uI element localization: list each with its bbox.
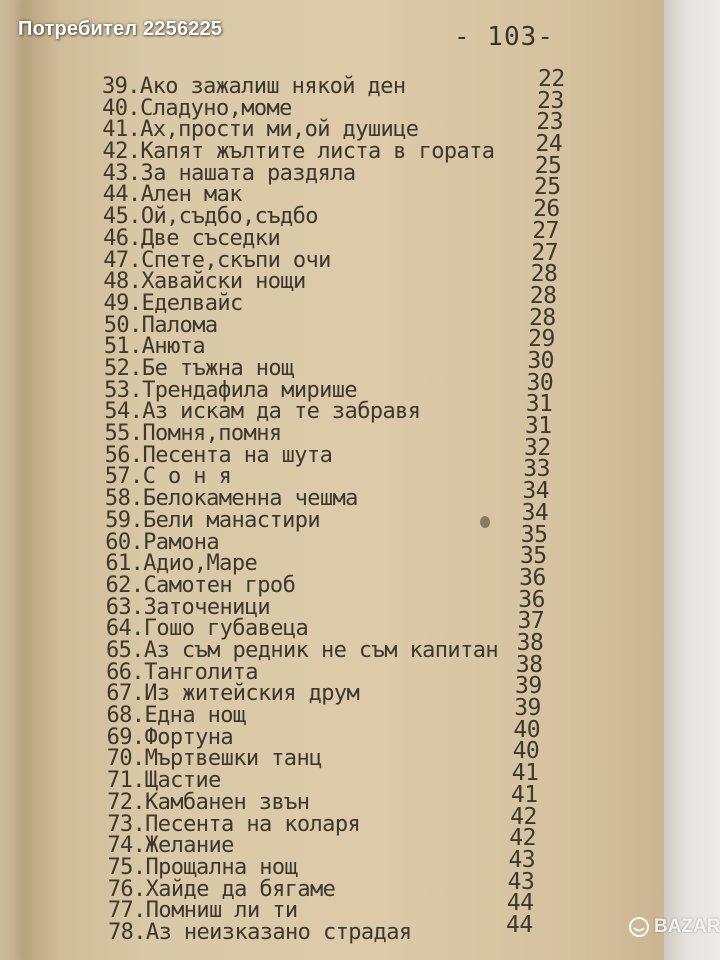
song-title: 61.Адио,Маре <box>105 551 258 577</box>
user-watermark: Потребител 2256225 <box>18 18 223 40</box>
song-page-number: 44 <box>506 912 533 938</box>
song-page-number: 44 <box>506 890 534 917</box>
song-page-number: 36 <box>518 586 545 613</box>
song-page-number: 34 <box>521 499 549 526</box>
song-page-number: 28 <box>530 261 558 288</box>
song-page-number: 34 <box>522 478 550 505</box>
song-title: 58.Белокаменна чешма <box>104 486 358 512</box>
song-page-number: 27 <box>531 239 559 266</box>
song-title: 65.Аз съм редник не съм капитан <box>106 638 498 663</box>
song-title: 69.Фортуна <box>106 724 234 750</box>
song-page-number: 22 <box>538 66 565 92</box>
song-title: 47.Спете,скъпи очи <box>103 247 331 273</box>
song-title: 71.Щастие <box>106 768 221 794</box>
song-page-number: 23 <box>536 109 564 136</box>
song-page-number: 28 <box>529 282 557 309</box>
song-title: 51.Анюта <box>103 334 206 360</box>
song-page-number: 39 <box>515 673 542 700</box>
song-title: 73.Песента на коларя <box>107 811 361 837</box>
song-page-number: 43 <box>508 846 536 873</box>
song-title: 74.Желание <box>107 833 234 859</box>
song-page-number: 42 <box>510 803 537 830</box>
song-title: 44.Ален мак <box>102 182 242 208</box>
song-page-number: 30 <box>527 348 555 374</box>
song-title: 60.Рамона <box>105 529 220 555</box>
song-title: 75.Прощална нощ <box>107 854 298 880</box>
song-title: 78.Аз неизказано страдая <box>108 920 412 945</box>
song-page-number: 24 <box>535 131 563 158</box>
logo-text: BAZAR <box>654 916 720 937</box>
song-page-number: 36 <box>519 564 546 591</box>
song-title: 48.Хавайски нощи <box>103 269 306 295</box>
song-title: 40.Сладуно,моме <box>102 95 292 121</box>
song-title: 52.Бе тъжна нощ <box>104 356 294 381</box>
song-title: 54.Аз искам да те забравя <box>104 399 421 425</box>
song-page-number: 41 <box>510 781 538 808</box>
song-title: 63.Заточеници <box>105 594 271 620</box>
song-title: 56.Песента на шута <box>104 442 333 468</box>
song-title: 64.Гошо губавеца <box>105 616 309 642</box>
song-page-number: 40 <box>512 738 540 765</box>
song-title: 72.Камбанен звън <box>107 789 310 815</box>
song-title: 70.Мъртвешки танц <box>106 746 322 772</box>
song-title: 50.Палома <box>103 312 218 338</box>
song-title: 49.Еделвайс <box>103 290 243 316</box>
song-page-number: 25 <box>533 174 561 201</box>
song-title: 43.За нашата раздяла <box>102 160 356 186</box>
song-page-number: 43 <box>507 868 535 895</box>
song-page-number: 35 <box>519 543 547 570</box>
song-page-number: 32 <box>524 434 551 461</box>
song-page-number: 35 <box>520 521 548 548</box>
song-title: 55.Помня,помня <box>104 421 282 447</box>
song-page-number: 30 <box>526 369 554 396</box>
song-page-number: 37 <box>517 608 545 635</box>
song-page-number: 27 <box>532 217 559 244</box>
ink-smudge <box>480 516 490 528</box>
song-page-number: 42 <box>509 825 536 852</box>
song-title: 59.Бели манастири <box>105 507 321 533</box>
song-title: 77.Помниш ли ти <box>107 898 298 924</box>
song-title: 67.Из житейския друм <box>106 681 360 707</box>
song-title: 42.Капят жълтите листа в гората <box>102 139 495 165</box>
song-title: 53.Трендафила мирише <box>104 377 358 403</box>
song-page-number: 38 <box>515 651 543 678</box>
smiley-logo-icon <box>628 916 650 938</box>
song-page-number: 31 <box>525 391 553 418</box>
song-title: 57.С о н я <box>104 464 232 490</box>
song-page-number: 26 <box>533 196 560 223</box>
song-title: 41.Ах,прости ми,ой душице <box>102 117 419 143</box>
song-title: 46.Две съседки <box>103 225 281 251</box>
song-title: 76.Хайде да бягаме <box>107 876 336 902</box>
song-page-number: 31 <box>524 413 552 440</box>
song-page-number: 28 <box>528 304 556 331</box>
song-title: 66.Танголита <box>106 659 258 685</box>
song-page-number: 39 <box>514 695 541 722</box>
song-page-number: 23 <box>537 87 564 114</box>
song-page-number: 33 <box>523 456 550 483</box>
song-page-number: 25 <box>534 152 562 179</box>
song-title: 45.Ой,съдбо,съдбо <box>102 204 318 230</box>
song-page-number: 41 <box>511 760 539 787</box>
song-page-number: 29 <box>528 326 555 353</box>
song-title: 68.Една нощ <box>106 703 246 729</box>
page-number: - 103- <box>454 22 554 52</box>
song-title: 39.Ако зажалиш някой ден <box>102 74 406 99</box>
song-title: 62.Самотен гроб <box>105 572 296 598</box>
song-page-number: 38 <box>516 630 544 656</box>
song-page-number: 40 <box>513 716 541 743</box>
bazar-logo <box>628 912 720 952</box>
